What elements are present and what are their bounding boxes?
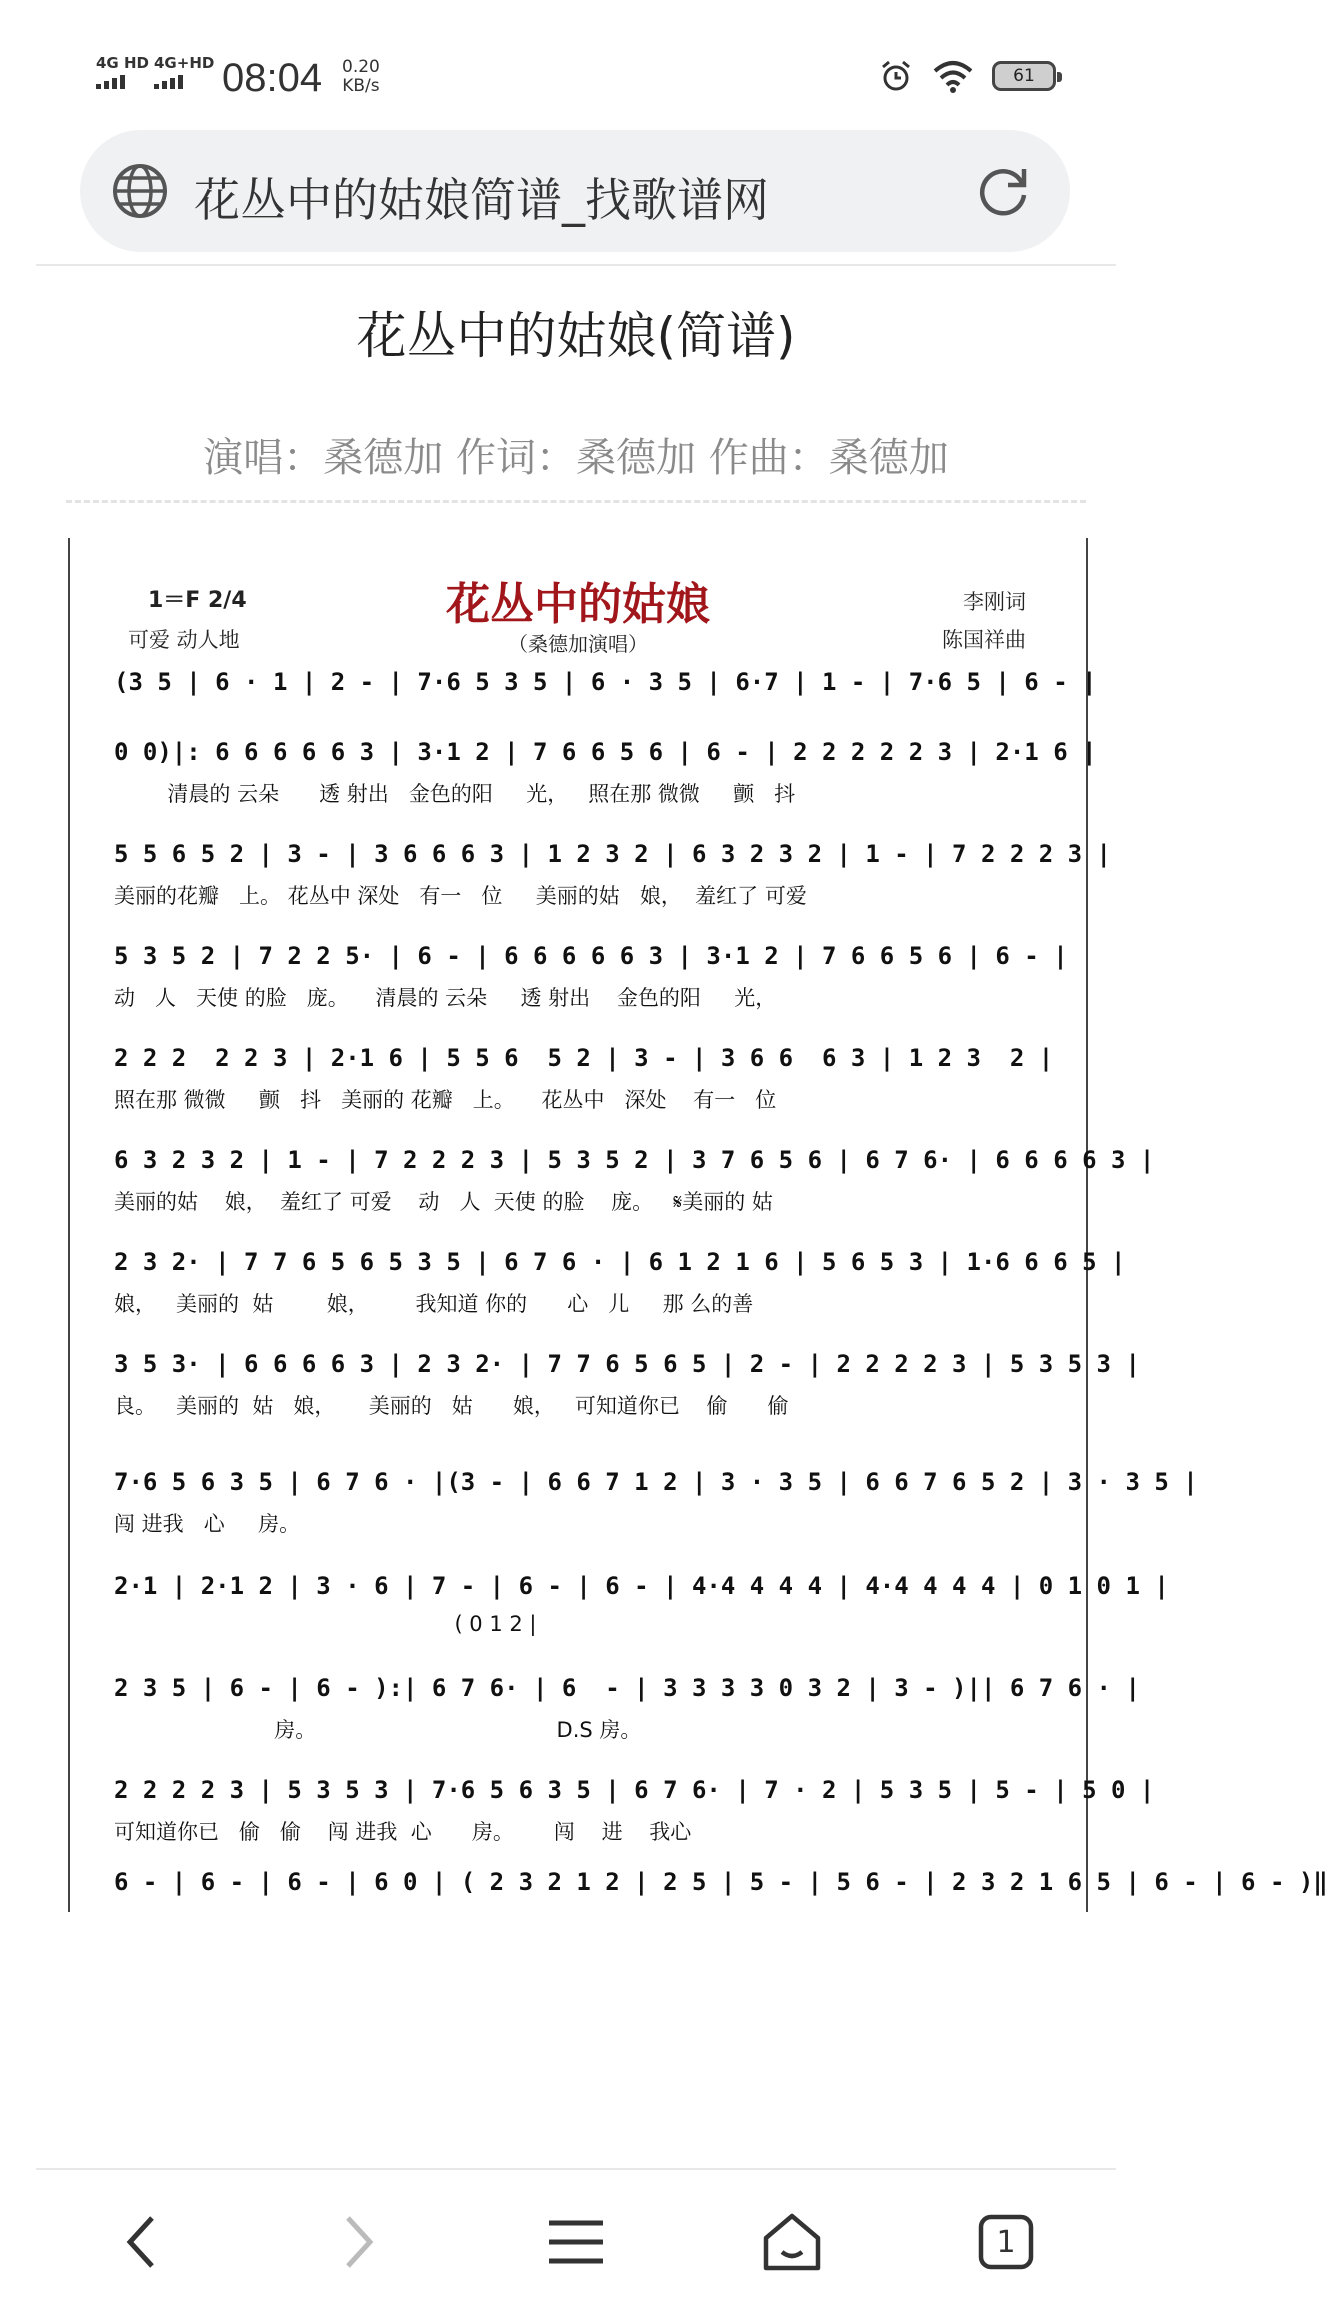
lyrics-line: 美丽的花瓣 上。 花丛中 深处 有一 位 美丽的姑 娘， 羞红了 可爱	[114, 884, 807, 908]
network-speed	[342, 58, 380, 96]
notation-line: 6 3 2 3 2 | 1 - | 7 2 2 2 3 | 5 3 5 2 | 3 7 6 5 6 | 6 7 6· | 6 6 6 6 3 |	[114, 1146, 1155, 1174]
notation-line: 0 0)|: 6 6 6 6 6 3 | 3·1 2 | 7 6 6 5 6 | 6 - | 2 2 2 2 2 3 | 2·1 6 |	[114, 738, 1097, 766]
score-key: 1＝F 2/4	[148, 588, 247, 613]
notation-line: 3 5 3· | 6 6 6 6 3 | 2 3 2· | 7 7 6 5 6 5 | 2 - | 2 2 2 2 3 | 5 3 5 3 |	[114, 1350, 1140, 1378]
divider	[36, 264, 1116, 266]
dashed-divider	[66, 500, 1086, 503]
forward-button[interactable]	[318, 2202, 398, 2282]
score-composer: 陈国祥曲	[942, 628, 1026, 652]
score-title: 花丛中的姑娘	[446, 579, 710, 630]
lyrics-line: 照在那 微微 颤 抖 美丽的 花瓣 上。 花丛中 深处 有一 位	[114, 1088, 777, 1112]
lyrics-line: 动 人 天使 的脸 庞。 清晨的 云朵 透 射出 金色的阳 光，	[114, 986, 777, 1010]
back-button[interactable]	[102, 2202, 182, 2282]
notation-line: 2·1 | 2·1 2 | 3 · 6 | 7 - | 6 - | 6 - | 4·4 4 4 4 | 4·4 4 4 4 | 0 1 0 1 |	[114, 1572, 1169, 1600]
lyrics-line: 闯 进我 心 房。	[114, 1512, 301, 1536]
notation-line: 2 3 2· | 7 7 6 5 6 5 3 5 | 6 7 6 · | 6 1 2 1 6 | 5 6 5 3 | 1·6 6 6 5 |	[114, 1248, 1126, 1276]
signal-1	[96, 56, 149, 89]
score-subtitle: （桑德加演唱）	[508, 632, 648, 656]
sheet-music-image	[68, 538, 1328, 1912]
home-button[interactable]	[752, 2202, 832, 2282]
score-mood: 可爱 动人地	[128, 628, 240, 652]
notation-line: 2 3 5 | 6 - | 6 - ):| 6 7 6· | 6 - | 3 3 3 3 0 3 2 | 3 - )|| 6 7 6 · |	[114, 1674, 1140, 1702]
lyrics-line: 娘， 美丽的 姑 娘， 我知道 你的 心 儿 那 么的善	[114, 1292, 754, 1316]
lyrics-line: 清晨的 云朵 透 射出 金色的阳 光， 照在那 微微 颤 抖	[114, 782, 796, 806]
back-icon	[122, 2212, 162, 2272]
notation-line: 7·6 5 6 3 5 | 6 7 6 · |(3 - | 6 6 7 1 2 | 3 · 3 5 | 6 6 7 6 5 2 | 3 · 3 5 |	[114, 1468, 1198, 1496]
page-title: 花丛中的姑娘(简谱)	[356, 307, 796, 365]
speed-unit: KB/s	[342, 76, 380, 96]
address-bar[interactable]	[80, 130, 1070, 252]
notation-line: (3 5 | 6 · 1 | 2 - | 7·6 5 3 5 | 6 · 3 5 | 6·7 | 1 - | 7·6 5 | 6 - |	[114, 668, 1097, 696]
home-icon	[760, 2210, 824, 2274]
status-bar	[0, 0, 1152, 120]
signal-2	[154, 56, 214, 89]
notation-line: 6 - | 6 - | 6 - | 6 0 | ( 2 3 2 1 2 | 2 5 | 5 - | 5 6 - | 2 3 2 1 6 5 | 6 - | 6 - )‖	[114, 1868, 1328, 1896]
lyrics-line: 房。 D.S 房。	[114, 1718, 642, 1742]
signal-bars-icon	[96, 75, 149, 89]
score-lyricist: 李刚词	[963, 590, 1026, 614]
lyrics-line: 良。 美丽的 姑 娘， 美丽的 姑 娘， 可知道你已 偷 偷	[114, 1394, 789, 1418]
globe-icon	[110, 161, 170, 221]
battery-icon	[992, 61, 1056, 91]
menu-button[interactable]	[536, 2202, 616, 2282]
bottom-navigation	[0, 2172, 1152, 2302]
page-url-title[interactable]: 花丛中的姑娘简谱_找歌谱网	[194, 173, 769, 227]
lyrics-line: 可知道你已 偷 偷 闯 进我 心 房。 闯 进 我心	[114, 1820, 692, 1844]
notation-line: 5 5 6 5 2 | 3 - | 3 6 6 6 3 | 1 2 3 2 | 6 3 2 3 2 | 1 - | 7 2 2 2 3 |	[114, 840, 1111, 868]
notation-line: 2 2 2 2 3 | 5 3 5 3 | 7·6 5 6 3 5 | 6 7 6· | 7 · 2 | 5 3 5 | 5 - | 5 0 |	[114, 1776, 1155, 1804]
divider	[36, 2168, 1116, 2170]
tab-count: 1	[996, 2224, 1016, 2260]
status-icons	[878, 58, 1056, 94]
reload-icon[interactable]	[974, 161, 1034, 221]
battery-level: 61	[1013, 66, 1035, 86]
notation-line: 2 2 2 2 2 3 | 2·1 6 | 5 5 6 5 2 | 3 - | 3 6 6 6 3 | 1 2 3 2 |	[114, 1044, 1054, 1072]
alarm-icon	[878, 58, 914, 94]
song-credits: 演唱：桑德加 作词：桑德加 作曲：桑德加	[203, 435, 949, 481]
signal-bars-icon	[154, 75, 214, 89]
clock: 08:04	[222, 56, 323, 100]
lyrics-line: 美丽的姑 娘， 羞红了 可爱 动 人 天使 的脸 庞。 𝄋美丽的 姑	[114, 1190, 773, 1214]
signal-2-label: 4G+HD	[154, 54, 215, 72]
menu-icon	[546, 2217, 606, 2267]
signal-1-label: 4G HD	[96, 54, 149, 72]
speed-value: 0.20	[342, 57, 380, 77]
tabs-button[interactable]	[966, 2202, 1046, 2282]
forward-icon	[338, 2212, 378, 2272]
lyrics-line: ( 0 1 2 |	[114, 1612, 537, 1636]
wifi-icon	[932, 59, 974, 93]
notation-line: 5 3 5 2 | 7 2 2 5· | 6 - | 6 6 6 6 6 3 | 3·1 2 | 7 6 6 5 6 | 6 - |	[114, 942, 1068, 970]
